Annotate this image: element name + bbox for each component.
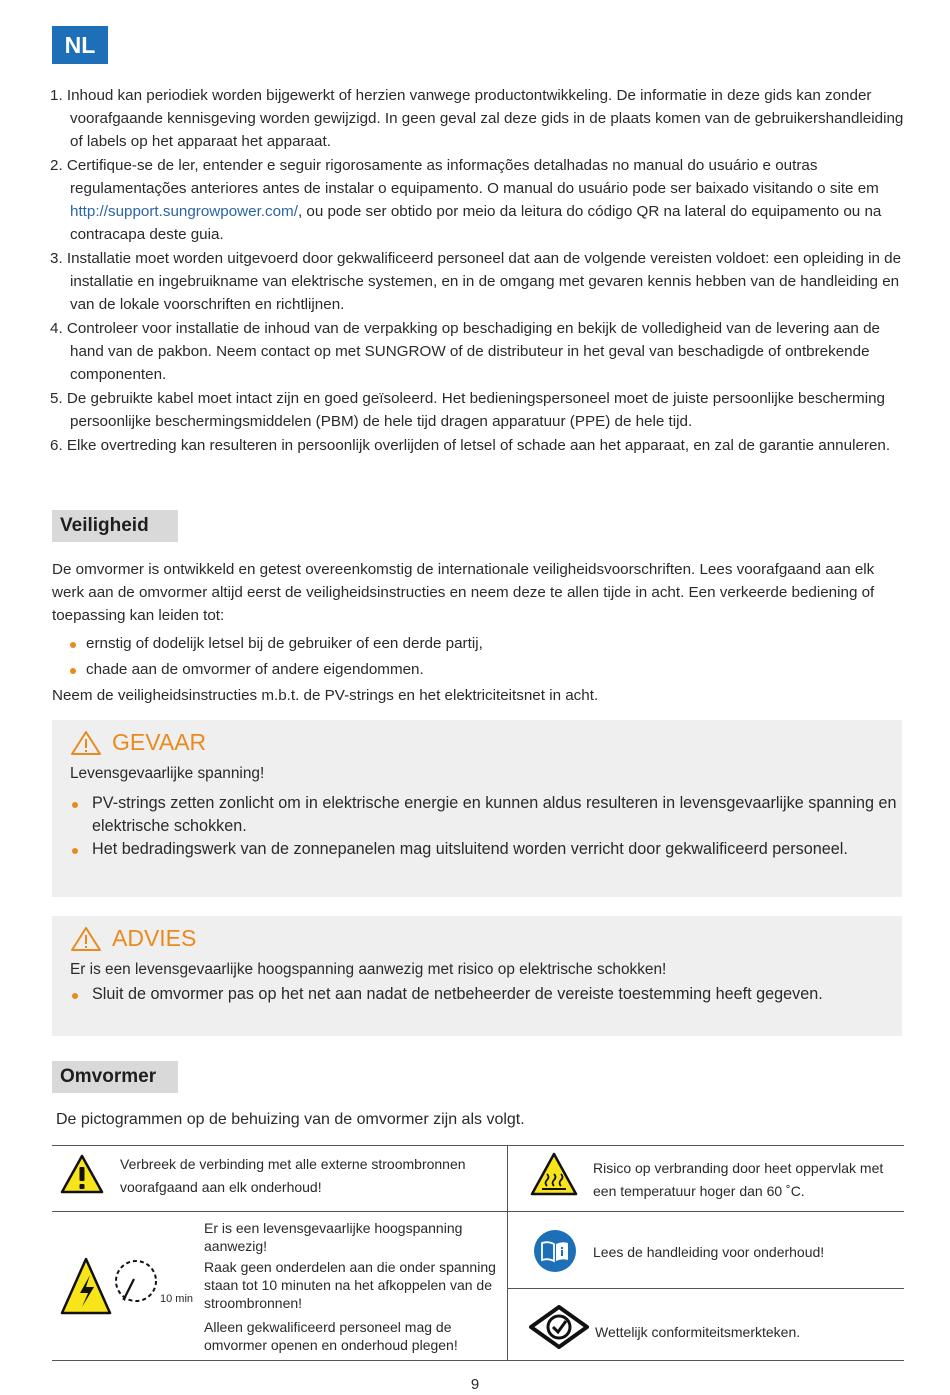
danger-bullet-2: Het bedradingswerk van de zonnepanelen mag uitsluitend worden verricht door gekwalificeerd personeel. [52, 838, 900, 861]
inverter-heading: Omvormer [52, 1061, 178, 1093]
hot-surface-icon [530, 1152, 578, 1196]
danger-title-row [70, 729, 206, 756]
general-warning-icon [60, 1154, 104, 1194]
intro-item-2-text-after: , ou pode ser obtido por meio da leitura do código QR na lateral do equipamento ou na contracapa deste guia. [70, 203, 882, 243]
intro-item-3: 3. Installatie moet worden uitgevoerd door gekwalificeerd personeel dat aan de volgende vereisten voldoet: een opleiding in de installatie en ingebruikname van elektrische systemen, en in de omgang met gevaren kennis hebben van de handleiding en van de lokale voorschriften en richtlijnen. [50, 250, 902, 313]
danger-box [52, 720, 902, 897]
bullet-dot [72, 993, 78, 999]
inverter-intro: De pictogrammen op de behuizing van de omvormer zijn als volgt. [56, 1111, 525, 1128]
pictogram-high-voltage-line-2: Raak geen onderdelen aan die onder spanning staan tot 10 minuten na het afkoppelen van de stroombronnen! [204, 1259, 496, 1311]
advice-title-row [70, 925, 196, 952]
language-badge: NL [52, 26, 108, 64]
intro-list [50, 84, 910, 458]
timer-icon [112, 1253, 160, 1311]
safety-bullets [64, 632, 894, 681]
support-link[interactable]: http://support.sungrowpower.com/ [70, 203, 298, 220]
table-column-divider [507, 1145, 508, 1361]
intro-item-4: 4. Controleer voor installatie de inhoud van de verpakking op beschadiging en bekijk de volledigheid van de levering aan de hand van de pakbon. Neem contact op met SUNGROW of de distributeur in het geval van beschadigde of ontbrekende componenten. [50, 320, 880, 383]
warning-triangle-icon [70, 730, 102, 756]
pictogram-hot-surface-text: Risico op verbranding door heet oppervlak met een temperatuur hoger dan 60 ˚C. [593, 1160, 884, 1199]
table-border-bottom [52, 1360, 904, 1361]
bullet-dot [72, 848, 78, 854]
advice-bullet-1: Sluit de omvormer pas op het net aan nadat de netbeheerder de vereiste toestemming heeft gegeven. [52, 983, 900, 1006]
rcm-conformity-icon [529, 1305, 589, 1349]
table-divider [52, 1211, 904, 1212]
high-voltage-icon [60, 1257, 112, 1315]
danger-bullet-1: PV-strings zetten zonlicht om in elektrische energie en kunnen aldus resulteren in levensgevaarlijke spanning en elektrische schokken. [52, 792, 900, 838]
intro-item-6: 6. Elke overtreding kan resulteren in persoonlijk overlijden of letsel of schade aan het apparaat, en zal de garantie annuleren. [50, 437, 891, 454]
intro-item-2-text-before: 2. Certifique-se de ler, entender e seguir rigorosamente as informações detalhadas no manual do usuário e outras regulamentações anteriores antes de instalar o equipamento. O manual do usuário pode ser baixado visitando o site em [50, 157, 879, 197]
advice-subtitle: Er is een levensgevaarlijke hoogspanning aanwezig met risico op elektrische schokken! [70, 961, 667, 978]
safety-bullet-2: chade aan de omvormer of andere eigendommen. [64, 658, 894, 681]
pictogram-table [52, 1145, 904, 1361]
warning-triangle-icon [70, 926, 102, 952]
danger-bullets [52, 792, 900, 861]
bullet-dot [70, 642, 76, 648]
bullet-dot [70, 668, 76, 674]
timer-label: 10 min [160, 1293, 194, 1305]
danger-title: GEVAAR [112, 729, 207, 755]
pictogram-high-voltage-line-1: Er is een levensgevaarlijke hoogspanning aanwezig! [204, 1220, 463, 1254]
safety-intro: De omvormer is ontwikkeld en getest overeenkomstig de internationale veiligheidsvoorschriften. Lees voorafgaand aan elk werk aan de omvormer altijd eerst de veiligheidsinstructies en neem deze te allen tijde in acht. Een verkeerde bediening of toepassing kan leiden tot: [52, 561, 875, 624]
advice-box [52, 916, 902, 1036]
intro-item-1: 1. Inhoud kan periodiek worden bijgewerkt of herzien vanwege productontwikkeling. De informatie in deze gids kan zonder voorafgaande kennisgeving worden gewijzigd. In geen geval zal deze gids in de plaats komen van de gebruikershandleiding of labels op het apparaat het apparaat. [50, 87, 904, 150]
advice-bullets [52, 983, 900, 1006]
pictogram-manual-text: Lees de handleiding voor onderhoud! [593, 1244, 825, 1260]
safety-heading: Veiligheid [52, 510, 178, 542]
safety-bullet-1: ernstig of dodelijk letsel bij de gebruiker of een derde partij, [64, 632, 894, 655]
page-number: 9 [470, 1376, 480, 1393]
intro-item-5: 5. De gebruikte kabel moet intact zijn en goed geïsoleerd. Het bedieningspersoneel moet de juiste persoonlijke bescherming persoonlijke beschermingsmiddelen (PBM) de hele tijd dragen apparatuur (PPE) de hele tijd. [50, 390, 885, 430]
manual-icon [533, 1229, 577, 1273]
advice-title: ADVIES [112, 925, 197, 951]
pictogram-conformity-text: Wettelijk conformiteitsmerkteken. [595, 1324, 801, 1340]
danger-subtitle: Levensgevaarlijke spanning! [70, 765, 265, 782]
intro-item-2 [50, 154, 910, 246]
bullet-dot [72, 802, 78, 808]
table-border-top [52, 1145, 904, 1146]
pictogram-disconnect-text: Verbreek de verbinding met alle externe stroombronnen voorafgaand aan elk onderhoud! [120, 1156, 466, 1195]
table-divider [507, 1288, 904, 1289]
safety-note: Neem de veiligheidsinstructies m.b.t. de PV-strings en het elektriciteitsnet in acht. [52, 687, 599, 704]
pictogram-high-voltage-line-3: Alleen gekwalificeerd personeel mag de omvormer openen en onderhoud plegen! [204, 1319, 458, 1353]
